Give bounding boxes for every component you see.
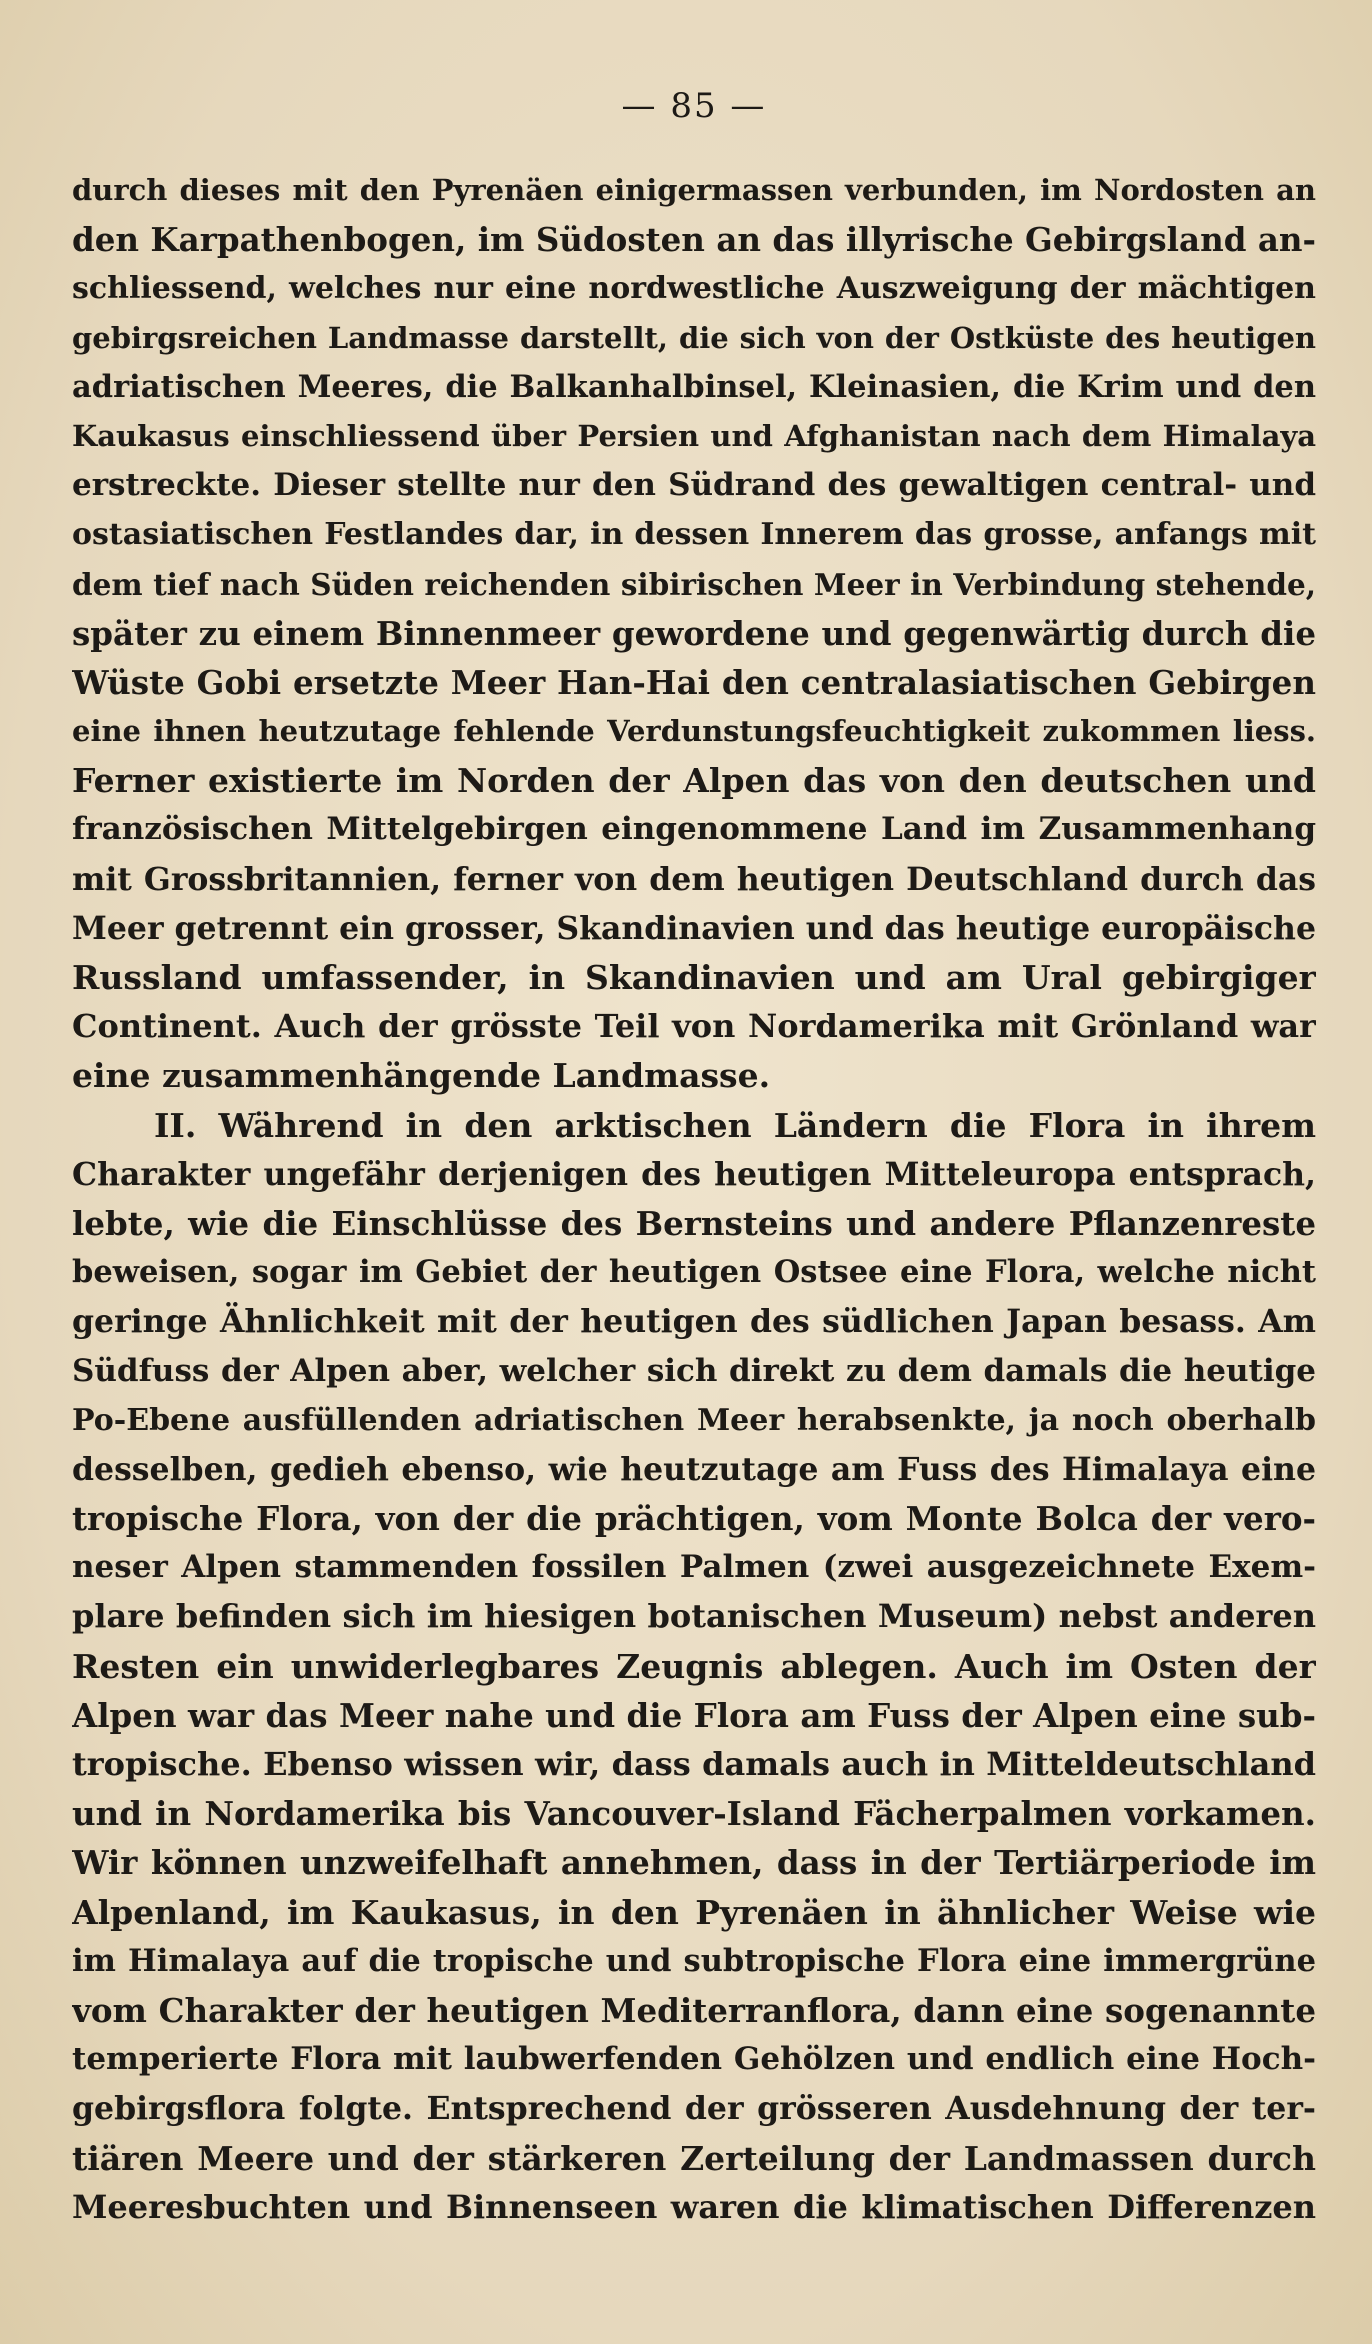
text-line: Ferner existierte im Norden der Alpen das von den deutschen und <box>72 761 1316 801</box>
text-line: temperierte Flora mit laubwerfenden Gehölzen und endlich eine Hoch- <box>72 2041 1316 2078</box>
text-line: dem tief nach Süden reichenden sibirischen Meer in Verbindung stehende, <box>72 566 1316 602</box>
body-text <box>72 166 1316 2232</box>
book-page <box>72 0 1316 2344</box>
text-line: erstreckte. Dieser stellte nur den Südrand des gewaltigen central- und <box>72 467 1316 504</box>
text-line: Continent. Auch der grösste Teil von Nordamerika mit Grönland war <box>72 1007 1316 1046</box>
text-line: tropische. Ebenso wissen wir, dass damals auch in Mitteldeutschland <box>72 1745 1316 1783</box>
text-line: Resten ein unwiderlegbares Zeugnis ablegen. Auch im Osten der <box>72 1646 1316 1686</box>
text-line: gebirgsreichen Landmasse darstellt, die sich von der Ostküste des heutigen <box>72 320 1316 355</box>
text-line: französischen Mittelgebirgen eingenommene Land im Zusammenhang <box>72 811 1316 848</box>
text-line: Meeresbuchten und Binnenseen waren die klimatischen Differenzen <box>72 2187 1316 2226</box>
text-line: eine ihnen heutzutage fehlende Verdunstungsfeuchtigkeit zukommen liess. <box>72 714 1316 749</box>
text-line: gebirgsflora folgte. Entsprechend der grösseren Ausdehnung der ter- <box>72 2090 1316 2128</box>
text-line: Wir können unzweifelhaft annehmen, dass in der Tertiärperiode im <box>72 1843 1316 1883</box>
text-line: tropische Flora, von der die prächtigen, vom Monte Bolca der vero- <box>72 1499 1316 1539</box>
text-line: beweisen, sogar im Gebiet der heutigen Ostsee eine Flora, welche nicht <box>72 1254 1316 1291</box>
text-line: später zu einem Binnenmeer gewordene und gegenwärtig durch die <box>72 613 1316 653</box>
text-line: Alpenland, im Kaukasus, in den Pyrenäen in ähnlicher Weise wie <box>72 1892 1316 1932</box>
text-line: geringe Ähnlichkeit mit der heutigen des südlichen Japan besass. Am <box>72 1303 1316 1341</box>
text-line: Charakter ungefähr derjenigen des heutigen Mitteleuropa entsprach, <box>72 1155 1316 1193</box>
text-line: Südfuss der Alpen aber, welcher sich direkt zu dem damals die heutige <box>72 1352 1316 1389</box>
text-line: und in Nordamerika bis Vancouver-Island Fächerpalmen vorkamen. <box>72 1794 1316 1834</box>
text-line: Wüste Gobi ersetzte Meer Han-Hai den centralasiatischen Gebirgen <box>72 662 1316 702</box>
text-line: mit Grossbritannien, ferner von dem heutigen Deutschland durch das <box>72 860 1316 898</box>
page-number: — 85 — <box>621 86 767 126</box>
text-line: Meer getrennt ein grosser, Skandinavien und das heutige europäische <box>72 909 1316 947</box>
text-line: neser Alpen stammenden fossilen Palmen (zwei ausgezeichnete Exem- <box>72 1549 1316 1586</box>
text-line: tiären Meere und der stärkeren Zerteilung der Landmassen durch <box>72 2138 1316 2178</box>
text-line: Po-Ebene ausfüllenden adriatischen Meer herabsenkte, ja noch oberhalb <box>72 1402 1316 1438</box>
text-line: durch dieses mit den Pyrenäen einigermassen verbunden, im Nordosten an <box>72 173 1316 207</box>
text-line: lebte, wie die Einschlüsse des Bernsteins und andere Pflanzenreste <box>72 1203 1316 1243</box>
text-line: Alpen war das Meer nahe und die Flora am Fuss der Alpen eine sub- <box>72 1695 1316 1735</box>
text-line: II. Während in den arktischen Ländern die Flora in ihrem <box>154 1105 1316 1145</box>
text-line: im Himalaya auf die tropische und subtropische Flora eine immergrüne <box>72 1942 1316 1979</box>
text-line: ostasiatischen Festlandes dar, in dessen Innerem das grosse, anfangs mit <box>72 517 1316 553</box>
text-line: adriatischen Meeres, die Balkanhalbinsel, Kleinasien, die Krim und den <box>72 368 1316 405</box>
text-line: vom Charakter der heutigen Mediterranflora, dann eine sogenannte <box>72 1990 1316 2030</box>
text-line: den Karpathenbogen, im Südosten an das illyrische Gebirgsland an- <box>72 220 1316 260</box>
text-line: eine zusammenhängende Landmasse. <box>72 1056 771 1096</box>
text-line: schliessend, welches nur eine nordwestliche Auszweigung der mächtigen <box>72 271 1316 307</box>
text-line: Kaukasus einschliessend über Persien und Afghanistan nach dem Himalaya <box>72 418 1316 453</box>
text-line: desselben, gedieh ebenso, wie heutzutage am Fuss des Himalaya eine <box>72 1450 1316 1488</box>
text-line: plare befinden sich im hiesigen botanischen Museum) nebst anderen <box>72 1597 1316 1636</box>
text-line: Russland umfassender, in Skandinavien und am Ural gebirgiger <box>72 958 1316 997</box>
